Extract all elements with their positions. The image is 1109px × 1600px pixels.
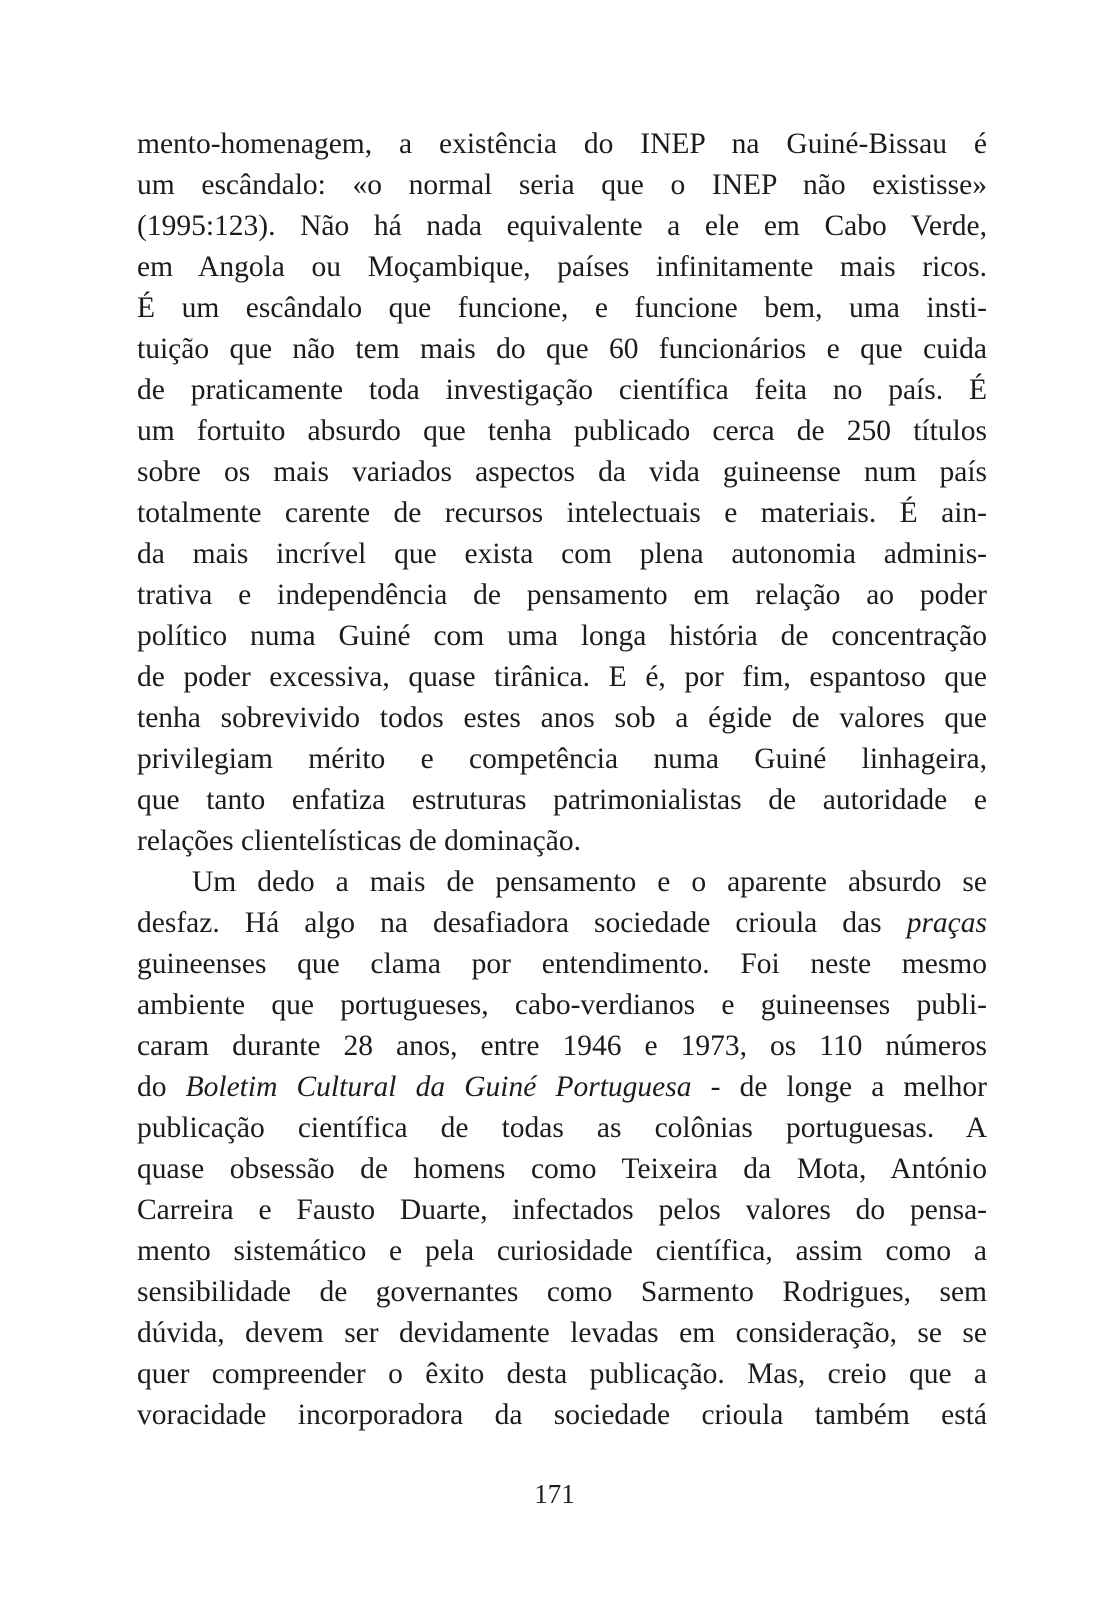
text-line: relações clientelísticas de dominação.: [137, 825, 581, 857]
body-text: [137, 124, 987, 1436]
text-line: dúvida, devem ser devidamente levadas em consideração, se se: [137, 1317, 987, 1349]
text-line: do Boletim Cultural da Guiné Portuguesa - de longe a melhor: [137, 1071, 987, 1103]
text-line: publicação científica de todas as colônias portuguesas. A: [137, 1112, 987, 1144]
page-number: 171: [534, 1479, 575, 1509]
italic-term: praças: [906, 907, 987, 939]
text-line: privilegiam mérito e competência numa Guiné linhageira,: [137, 743, 987, 775]
text-line: Carreira e Fausto Duarte, infectados pelos valores do pensa-: [137, 1194, 987, 1226]
text-line: trativa e independência de pensamento em relação ao poder: [137, 579, 987, 611]
text-line: caram durante 28 anos, entre 1946 e 1973, os 110 números: [137, 1030, 987, 1062]
text-line: de praticamente toda investigação científica feita no país. É: [137, 374, 987, 406]
text-line: quase obsessão de homens como Teixeira da Mota, António: [137, 1153, 987, 1185]
text-line: que tanto enfatiza estruturas patrimonialistas de autoridade e: [137, 784, 987, 816]
text-line: político numa Guiné com uma longa história de concentração: [137, 620, 987, 652]
text-line: Um dedo a mais de pensamento e o aparente absurdo se: [192, 866, 987, 898]
text-line: É um escândalo que funcione, e funcione bem, uma insti-: [137, 292, 987, 324]
text-line: totalmente carente de recursos intelectuais e materiais. É ain-: [137, 497, 987, 529]
text-line: guineenses que clama por entendimento. Foi neste mesmo: [137, 948, 987, 980]
paragraph-2: [137, 862, 987, 1436]
text-line: de poder excessiva, quase tirânica. E é, por fim, espantoso que: [137, 661, 987, 693]
text-line: voracidade incorporadora da sociedade crioula também está: [137, 1399, 987, 1431]
italic-title: Boletim Cultural da Guiné Portuguesa: [185, 1071, 692, 1103]
text-line: em Angola ou Moçambique, países infinitamente mais ricos.: [137, 251, 987, 283]
text-line: sensibilidade de governantes como Sarmento Rodrigues, sem: [137, 1276, 987, 1308]
text-line: da mais incrível que exista com plena autonomia adminis-: [137, 538, 987, 570]
text-line: tenha sobrevivido todos estes anos sob a égide de valores que: [137, 702, 987, 734]
text-line: sobre os mais variados aspectos da vida guineense num país: [137, 456, 987, 488]
text-line: tuição que não tem mais do que 60 funcionários e que cuida: [137, 333, 987, 365]
text-line: (1995:123). Não há nada equivalente a ele em Cabo Verde,: [137, 210, 987, 242]
text-line: desfaz. Há algo na desafiadora sociedade crioula das praças: [137, 907, 987, 939]
text-line: ambiente que portugueses, cabo-verdianos e guineenses publi-: [137, 989, 987, 1021]
text-line: um fortuito absurdo que tenha publicado cerca de 250 títulos: [137, 415, 987, 447]
paragraph-1: [137, 124, 987, 862]
text-line: quer compreender o êxito desta publicação. Mas, creio que a: [137, 1358, 987, 1390]
text-line: mento-homenagem, a existência do INEP na Guiné-Bissau é: [137, 128, 987, 160]
text-line: um escândalo: «o normal seria que o INEP não existisse»: [137, 169, 987, 201]
text-line: mento sistemático e pela curiosidade científica, assim como a: [137, 1235, 987, 1267]
